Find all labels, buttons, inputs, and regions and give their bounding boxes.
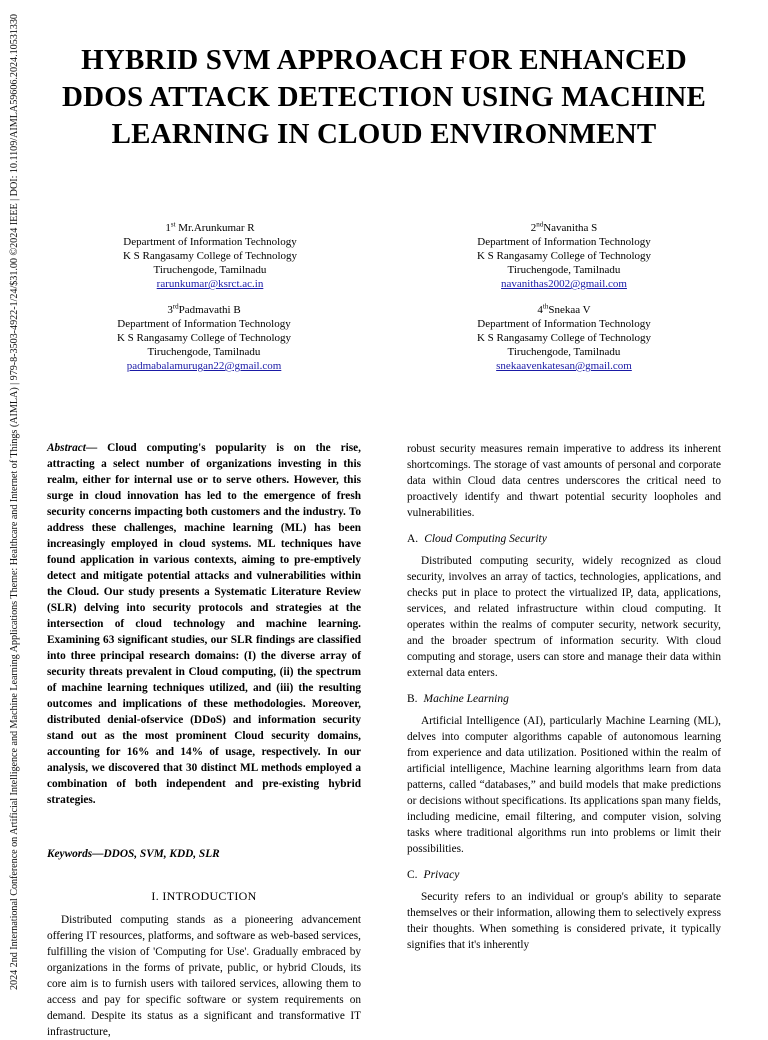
left-column [47,440,361,1040]
subsection-b-paragraph: Artificial Intelligence (AI), particularly Machine Learning (ML), delves into computer algorithms capable of autonomous learning from experience and data utilization. Positioned within the realm of artificial intelligence, Machine learning algorithms learn from data patterns, called “databases,” and build models that make predictions or decisions without specifications. Its applications span many fields, including medicine, email filtering, and computer vision, solving tasks where traditional algorithms run into problems or limit their possibilities. [407,715,721,855]
author-name: 3rdPadmavathi B [167,302,241,316]
author-name: 4thSnekaa V [537,302,591,316]
author-email-link[interactable]: padmabalamurugan22@gmail.com [126,360,282,372]
author-department: Department of Information Technology [117,318,291,330]
paper-title: HYBRID SVM APPROACH FOR ENHANCED DDOS ATTACK DETECTION USING MACHINE LEARNING IN CLOUD ENVIRONMENT [61,44,707,150]
author-department: Department of Information Technology [477,318,651,330]
author-department: Department of Information Technology [477,236,651,248]
author-block-3 [74,303,334,373]
conference-citation-sidebar: 2024 2nd International Conference on Artificial Intelligence and Machine Learning Applications Theme: Healthcare and Internet of Things (AIMLA) | 979-8-3503-4922-1/24/$31.00 ©2024 IEEE | DOI: 10.1109/AIMLA59606.2024.10531330 [9,14,20,990]
author-email-link[interactable]: snekaavenkatesan@gmail.com [496,360,632,372]
author-block-2 [434,221,694,291]
subsection-a-paragraph: Distributed computing security, widely recognized as cloud security, involves an array of tactics, technologies, applications, and checks put in place to protect the virtualized IP, data, applications, services, and related infrastructure within cloud computing. It operates within the realms of computer security, network security, and the broader spectrum of information security. With cloud computing and storage, users can store and manage their data within external data enters. [407,555,721,679]
author-email-link[interactable]: rarunkumar@ksrct.ac.in [156,278,264,290]
keywords-line: Keywords—DDOS, SVM, KDD, SLR [47,848,220,860]
author-college: K S Rangasamy College of Technology [116,332,292,344]
author-location: Tiruchengode, Tamilnadu [507,346,621,358]
author-college: K S Rangasamy College of Technology [476,332,652,344]
author-location: Tiruchengode, Tamilnadu [507,264,621,276]
subsection-c-paragraph: Security refers to an individual or group's ability to separate themselves or their information, allowing them to selectively express their thoughts. When something is considered private, it typically signifies that it's inherently [407,891,721,951]
author-location: Tiruchengode, Tamilnadu [153,264,267,276]
author-college: K S Rangasamy College of Technology [476,250,652,262]
author-name: 1st Mr.Arunkumar R [165,220,255,234]
author-college: K S Rangasamy College of Technology [122,250,298,262]
author-block-1 [80,221,340,291]
abstract-text: Cloud computing's popularity is on the rise, attracting a select number of organizations investing in this realm, either for internal use or to serve others. However, this surge in cloud innovation has led to the emergence of fresh security concerns impacting both customers and the industry. To address these challenges, machine learning (ML) has been increasingly employed in cloud systems. ML techniques have found application in various contexts, aiming to pre-emptively detect and mitigate potential attacks and vulnerabilities within the Cloud. Our study presents a Systematic Literature Review (SLR) delving into security protocols and strategies at the intersection of cloud technology and machine learning. Examining 63 significant studies, our SLR findings are classified into three principal research domains: (I) the diverse array of security threats prevalent in Cloud computing, (ii) the spectrum of machine learning techniques utilized, and (iii) the resulting outcomes and implications of these methodologies. Moreover, distributed denial-ofservice (DDoS) and information security stand out as the most prominent Cloud security domains, accounting for 16% and 14% of usage, respectively. In our analysis, we discovered that 30 distinct ML methods employed a combination of both independent and pre-existing hybrid strategies. [47,442,361,806]
abstract-paragraph: Abstract— Cloud computing's popularity is on the rise, attracting a select number of organizations investing in this realm, either for internal use or to serve others. However, this surge in cloud innovation has led to the emergence of fresh security concerns impacting both customers and the industry. To address these challenges, machine learning (ML) has been increasingly employed in cloud systems. ML techniques have found application in various contexts, aiming to pre-emptively detect and mitigate potential attacks and vulnerabilities within the Cloud. Our study presents a Systematic Literature Review (SLR) delving into security protocols and strategies at the intersection of cloud technology and machine learning. Examining 63 significant studies, our SLR findings are classified into three principal research domains: (I) the diverse array of security threats prevalent in Cloud computing, (ii) the spectrum of machine learning techniques utilized, and (iii) the resulting outcomes and implications of these methodologies. Moreover, distributed denial-ofservice (DDoS) and information security stand out as the most prominent Cloud security domains, accounting for 16% and 14% of usage, respectively. In our analysis, we discovered that 30 distinct ML methods employed a combination of both independent and pre-existing hybrid strategies. [47,442,361,806]
right-column [407,441,721,953]
keywords-text: DDOS, SVM, KDD, SLR [103,848,220,860]
subsection-heading-a: A. Cloud Computing Security [407,533,547,545]
section-heading-introduction: I. INTRODUCTION [151,889,257,903]
keywords-label: Keywords [47,848,93,860]
author-email-link[interactable]: navanithas2002@gmail.com [501,278,627,290]
continued-paragraph: robust security measures remain imperative to address its inherent shortcomings. The storage of vast amounts of personal and corporate data within Cloud data centres underscores the critical need to proactively identify and thwart potential security loopholes and vulnerabilities. [407,443,721,519]
subsection-heading-b: B. Machine Learning [407,693,509,705]
subsection-heading-c: C. Privacy [407,869,460,881]
author-location: Tiruchengode, Tamilnadu [147,346,261,358]
author-block-4 [434,303,694,373]
author-name: 2ndNavanitha S [530,220,598,234]
abstract-label: Abstract [47,442,86,454]
introduction-paragraph: Distributed computing stands as a pioneering advancement offering IT resources, platforms, and software as web-based services, fulfilling the vision of 'Computing for Use'. Gradually embraced by organizations in the forms of private, public, or hybrid Clouds, its core aim is to furnish users with tailored services, allowing them to access and pay for specific software or system requirements on demand. Despite its status as a significant and transformative IT infrastructure, [47,914,361,1038]
author-department: Department of Information Technology [123,236,297,248]
